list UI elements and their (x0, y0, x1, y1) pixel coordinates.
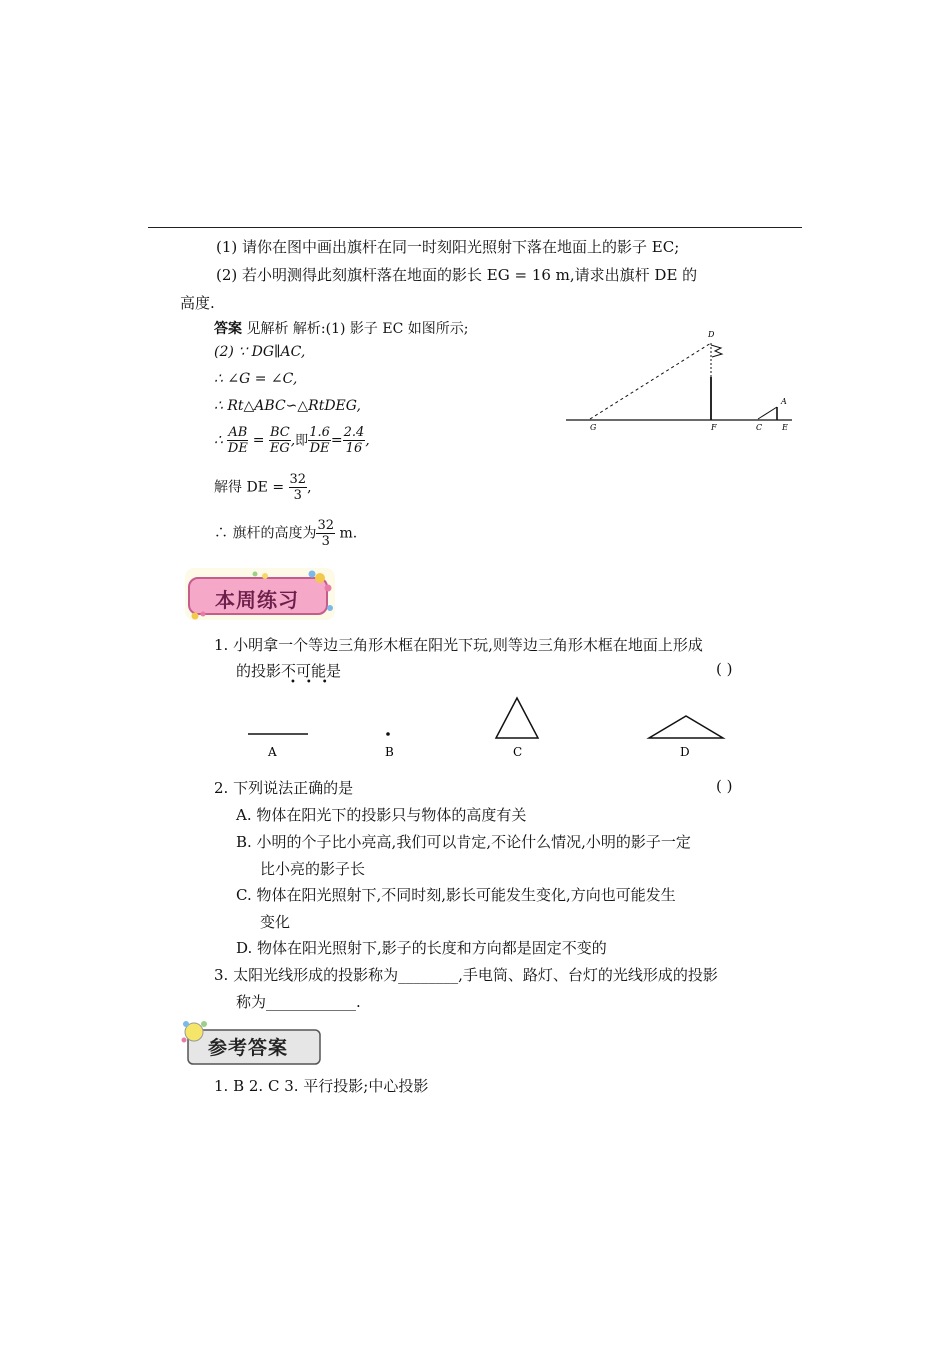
option-a-label: A (268, 745, 277, 759)
frac-num: AB (228, 425, 248, 440)
answer-step3: ∴ ∠G = ∠C, (214, 371, 298, 387)
practice-banner-title: 本周练习 (215, 588, 299, 612)
answers-banner-title: 参考答案 (208, 1037, 289, 1059)
answers-banner (178, 1020, 324, 1068)
practice-q1-paren: ( ) (716, 660, 733, 678)
practice-q2-option-d: D. 物体在阳光照射下,影子的长度和方向都是固定不变的 (236, 939, 607, 957)
answers-line: 1. B 2. C 3. 平行投影;中心投影 (214, 1077, 429, 1095)
frac-den: 3 (293, 488, 302, 503)
label-e: E (782, 423, 788, 432)
label-g: G (590, 423, 597, 432)
answer-label: 答案 (214, 321, 242, 337)
answer-step5: ∴ $\frac{AB}{DE}$ = $\frac{BC}{EG}$ ,即 $\frac{1.6}{DE}$ = $\frac{2.4}{16}$ , (214, 425, 370, 456)
frac-num: 32 (289, 472, 307, 487)
frac-den: DE (309, 441, 330, 456)
practice-q3-line2: 称为____________. (236, 993, 361, 1011)
unit-text: m. (339, 525, 358, 542)
practice-q2-option-a: A. 物体在阳光下的投影只与物体的高度有关 (236, 806, 527, 824)
practice-q2: 2. 下列说法正确的是 (214, 779, 354, 797)
answer-step2: (2) ∵ DG∥AC, (214, 344, 306, 360)
practice-q3-line1: 3. 太阳光线形成的投影称为________,手电筒、路灯、台灯的光线形成的投影 (214, 966, 718, 984)
practice-q2-option-b-line2: 比小亮的影子长 (260, 860, 366, 878)
emphasis-dots: ••• (290, 677, 338, 688)
frac-num: 1.6 (309, 425, 330, 440)
label-a: A (781, 397, 787, 406)
frac-den: 3 (321, 534, 330, 549)
therefore-symbol: ∴ (214, 432, 223, 449)
option-c-triangle (496, 698, 538, 738)
option-figures (240, 690, 740, 760)
problem-q1: (1) 请你在图中画出旗杆在同一时刻阳光照射下落在地面上的影子 EC; (216, 238, 680, 256)
conclusion-text: ∴ 旗杆的高度为 (214, 525, 317, 542)
frac-den: EG (269, 441, 290, 456)
answer-text: 见解析 解析:(1) 影子 EC 如图所示; (246, 321, 469, 337)
label-f: F (711, 423, 717, 432)
fraction-16-de (308, 425, 331, 456)
practice-q2-option-c-line2: 变化 (260, 913, 291, 931)
header-rule (148, 227, 802, 228)
sunlight-line (590, 343, 711, 419)
fraction-bc-eg (269, 425, 291, 456)
option-c-label: C (513, 745, 523, 759)
solve-text: 解得 DE = (214, 479, 285, 496)
label-d: D (708, 330, 715, 339)
option-b-point (386, 732, 390, 736)
practice-banner (185, 568, 335, 620)
frac-num: BC (269, 425, 290, 440)
frac-num: 2.4 (343, 425, 365, 440)
frac-den: DE (227, 441, 248, 456)
frac-num: 32 (317, 518, 334, 533)
frac-den: 16 (345, 441, 363, 456)
option-d-triangle (649, 716, 723, 738)
practice-q1-line2: 的投影不可能是 (236, 662, 342, 680)
answer-step7 (214, 518, 357, 549)
practice-q2-paren: ( ) (716, 777, 733, 795)
fraction-ab-de (227, 425, 248, 456)
fraction-32-3 (289, 472, 308, 503)
answer-step4: ∴ Rt△ABC∽△RtDEG, (214, 398, 361, 414)
practice-q2-option-c-line1: C. 物体在阳光照射下,不同时刻,影长可能发生变化,方向也可能发生 (236, 886, 676, 904)
answer-header (214, 318, 468, 338)
option-d-label: D (680, 745, 690, 759)
fraction-32-3-final (316, 518, 335, 549)
answer-step6: 解得 DE = $\frac{32}{3}$ , (214, 472, 312, 503)
practice-q2-option-b-line1: B. 小明的个子比小亮高,我们可以肯定,不论什么情况,小明的影子一定 (236, 833, 691, 851)
label-c: C (756, 423, 763, 432)
flagpole-diagram (560, 325, 800, 435)
flag-icon (711, 345, 722, 357)
stick-shadow-ray (758, 407, 777, 419)
problem-q2-line2: 高度. (180, 294, 215, 312)
ji-text: 即 (295, 433, 309, 449)
fraction-24-16 (343, 425, 366, 456)
practice-q1-line1: 1. 小明拿一个等边三角形木框在阳光下玩,则等边三角形木框在地面上形成 (214, 636, 703, 654)
problem-q2-line1: (2) 若小明测得此刻旗杆落在地面的影长 EG = 16 m,请求出旗杆 DE 的 (216, 266, 698, 284)
option-b-label: B (385, 745, 394, 759)
